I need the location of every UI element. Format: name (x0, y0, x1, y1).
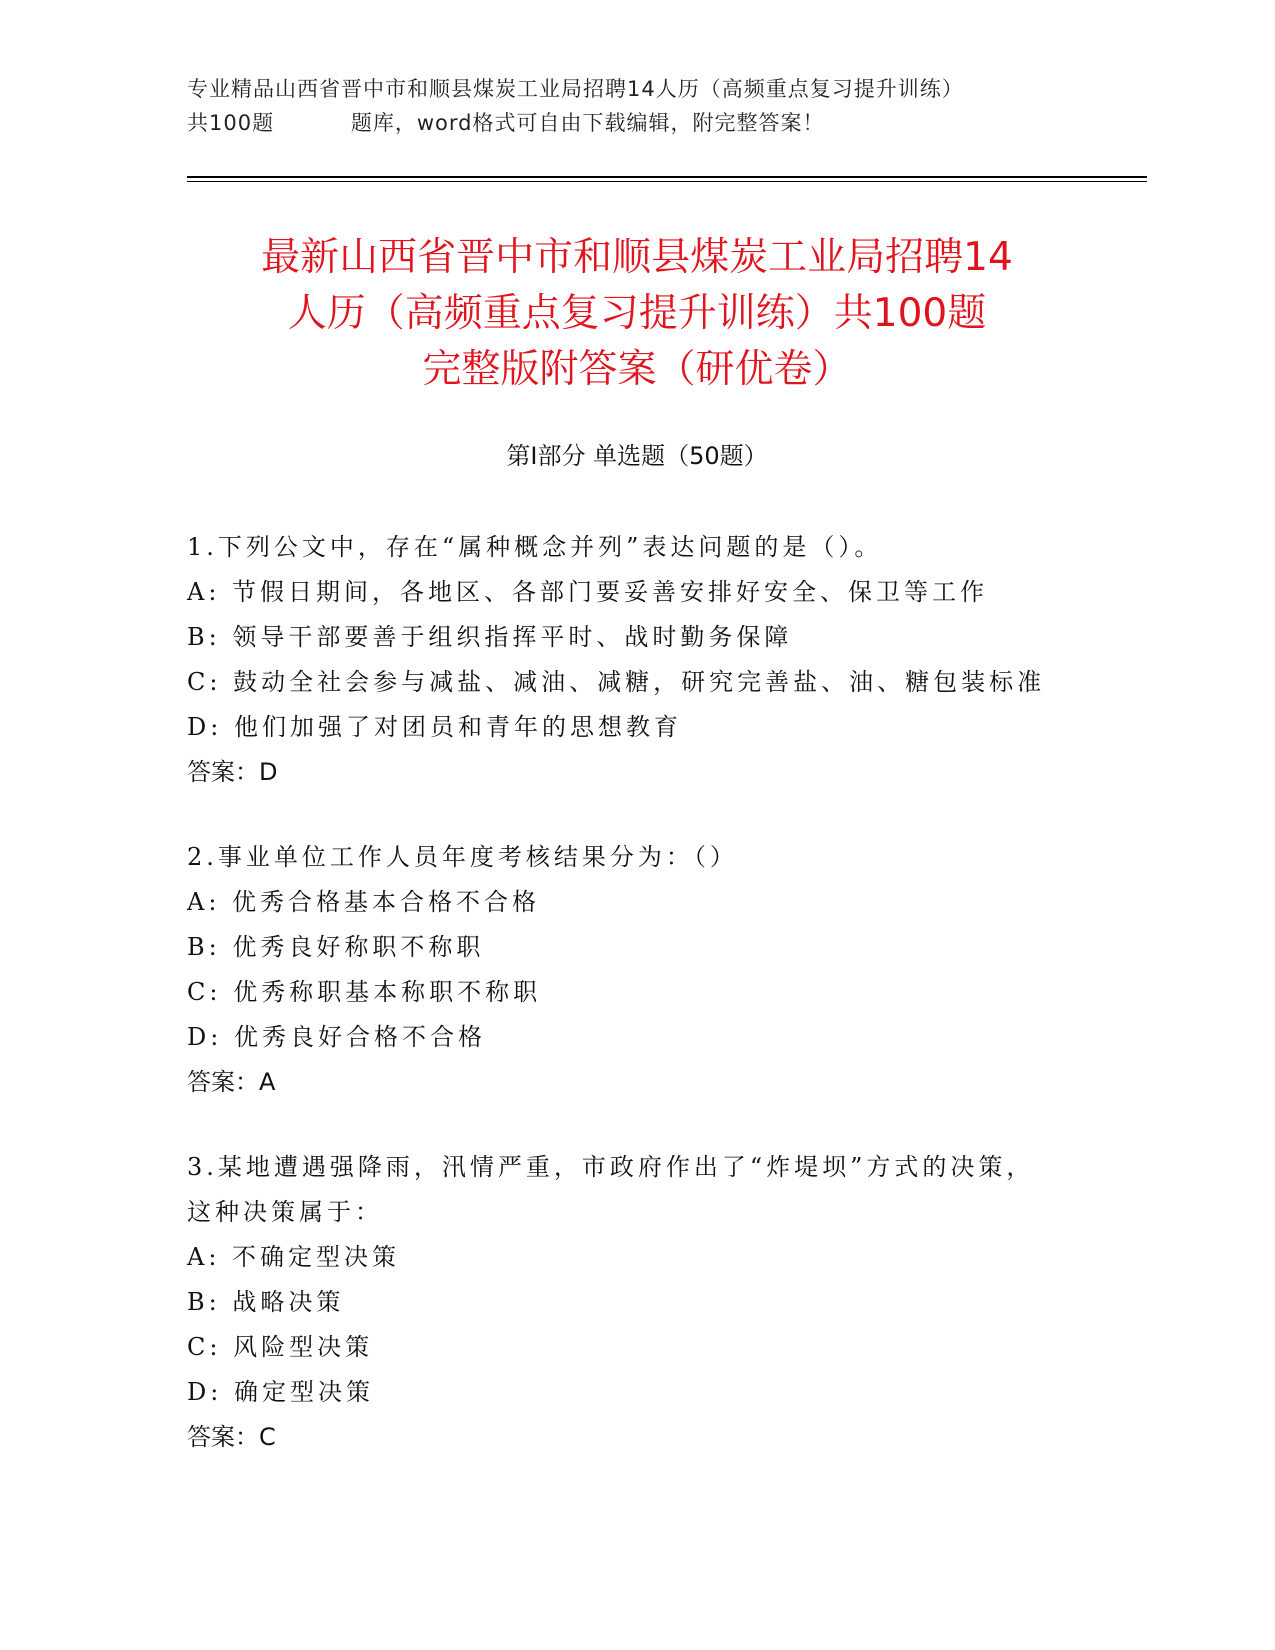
option-a: A: 不确定型决策 (187, 1243, 401, 1271)
option-b: B: 优秀良好称职不称职 (187, 933, 485, 961)
question-list (187, 525, 1087, 1460)
option-b: B: 战略决策 (187, 1288, 345, 1316)
document-header (187, 72, 1087, 140)
question-stem: 2.事业单位工作人员年度考核结果分为：（） (187, 843, 738, 871)
answer: 答案：C (187, 1423, 276, 1451)
question-1 (187, 525, 1087, 795)
question-2 (187, 835, 1087, 1105)
option-c: C: 鼓动全社会参与减盐、减油、减糖，研究完善盐、油、糖包装标准 (187, 668, 1046, 696)
question-gap (187, 795, 1087, 835)
question-stem: 1.下列公文中，存在“属种概念并列”表达问题的是（）。 (187, 533, 883, 561)
answer: 答案：D (187, 758, 278, 786)
document-title (187, 230, 1087, 398)
header-divider-thick (187, 176, 1147, 178)
option-a: A: 优秀合格基本合格不合格 (187, 888, 541, 916)
title-line-1: 最新山西省晋中市和顺县煤炭工业局招聘14 (261, 235, 1013, 280)
option-b: B: 领导干部要善于组织指挥平时、战时勤务保障 (187, 623, 793, 651)
answer: 答案：A (187, 1068, 276, 1096)
header-line-1: 专业精品山西省晋中市和顺县煤炭工业局招聘14人历（高频重点复习提升训练） (187, 77, 964, 101)
option-d: D: 他们加强了对团员和青年的思想教育 (187, 713, 682, 741)
header-line-2: 共100题 题库，word格式可自由下载编辑，附完整答案！ (187, 111, 825, 135)
header-divider-thin (187, 181, 1147, 182)
question-gap (187, 1105, 1087, 1145)
question-3 (187, 1145, 1087, 1460)
option-c: C: 优秀称职基本称职不称职 (187, 978, 542, 1006)
section-heading: 第Ⅰ部分 单选题（50题） (506, 442, 768, 470)
title-line-2: 人历（高频重点复习提升训练）共100题 (287, 291, 987, 336)
option-a: A: 节假日期间，各地区、各部门要妥善安排好安全、保卫等工作 (187, 578, 989, 606)
question-stem: 3.某地遭遇强降雨，汛情严重，市政府作出了“炸堤坝”方式的决策，这种决策属于： (187, 1153, 1035, 1226)
option-c: C: 风险型决策 (187, 1333, 374, 1361)
option-d: D: 确定型决策 (187, 1378, 374, 1406)
title-line-3: 完整版附答案（研优卷） (422, 347, 852, 392)
option-d: D: 优秀良好合格不合格 (187, 1023, 486, 1051)
